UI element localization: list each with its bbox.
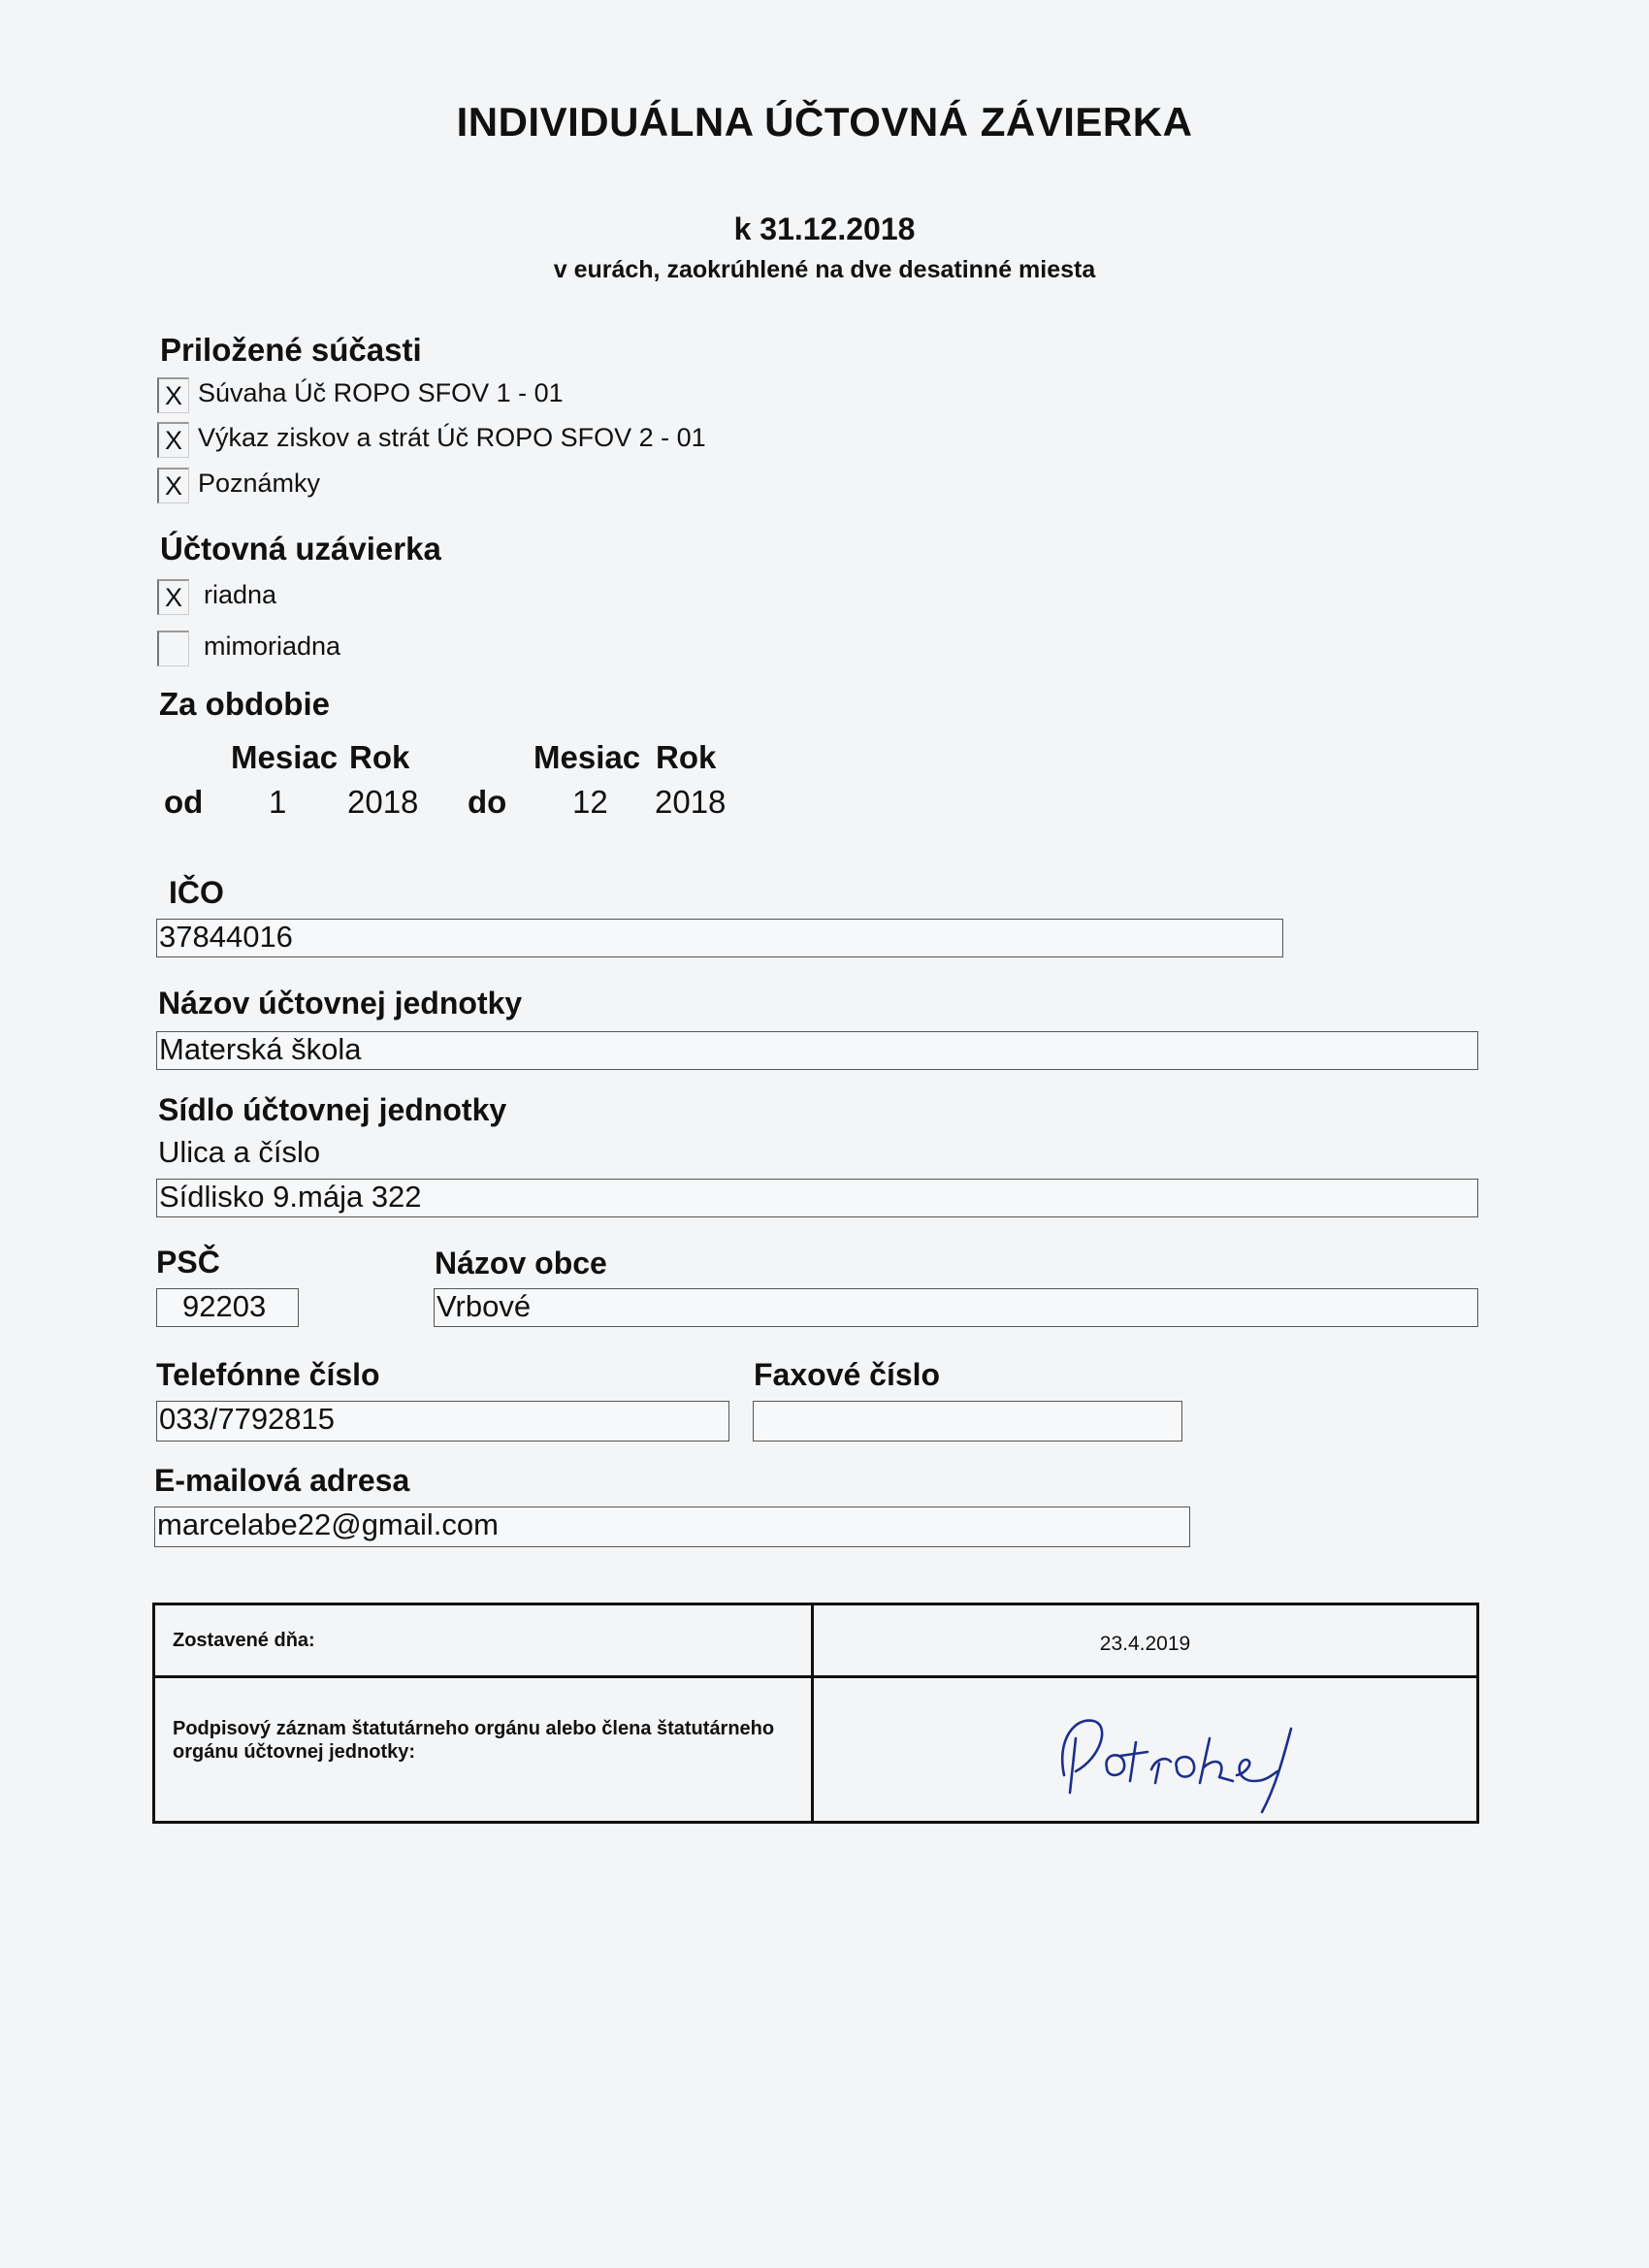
closing-label-regular: riadna <box>204 580 277 609</box>
handwritten-signature <box>1047 1700 1435 1816</box>
period-from-year: 2018 <box>347 784 419 820</box>
email-label: E-mailová adresa <box>154 1463 410 1498</box>
psc-field[interactable]: 92203 <box>156 1288 299 1327</box>
checkbox-balance-sheet[interactable]: X <box>157 377 189 413</box>
attachment-label-profit-loss: Výkaz ziskov a strát Úč ROPO SFOV 2 - 01 <box>198 423 706 452</box>
signature-table <box>152 1603 1479 1824</box>
signature-label: Podpisový záznam štatutárneho orgánu alebo člena štatutárneho orgánu účtovnej jednotky: <box>154 1677 813 1823</box>
address-label: Sídlo účtovnej jednotky <box>158 1092 507 1127</box>
checkbox-notes[interactable]: X <box>157 468 189 503</box>
checkbox-regular[interactable]: X <box>157 579 189 615</box>
phone-label: Telefónne číslo <box>156 1357 380 1392</box>
city-field[interactable]: Vrbové <box>434 1288 1478 1327</box>
fax-field[interactable] <box>753 1401 1182 1442</box>
period-from-year-label: Rok <box>349 739 410 775</box>
psc-label: PSČ <box>156 1245 220 1280</box>
fax-label: Faxové číslo <box>754 1357 941 1392</box>
attachments-heading: Priložené súčasti <box>160 332 422 368</box>
unit-name-field[interactable]: Materská škola <box>156 1031 1478 1070</box>
currency-note: v eurách, zaokrúhlené na dve desatinné miesta <box>553 256 1096 283</box>
closing-label-extraordinary: mimoriadna <box>204 632 341 661</box>
phone-field[interactable]: 033/7792815 <box>156 1401 729 1442</box>
period-to-month-label: Mesiac <box>534 739 641 775</box>
period-from-month-label: Mesiac <box>231 739 339 775</box>
ico-field[interactable]: 37844016 <box>156 919 1283 957</box>
city-label: Názov obce <box>435 1246 607 1280</box>
checkbox-extraordinary[interactable] <box>157 631 189 666</box>
period-to-month: 12 <box>572 784 608 820</box>
checkbox-profit-loss[interactable]: X <box>157 422 189 458</box>
attachment-label-notes: Poznámky <box>198 469 321 498</box>
compiled-date-label: Zostavené dňa: <box>154 1604 813 1677</box>
unit-name-label: Názov účtovnej jednotky <box>158 986 523 1021</box>
period-to-year: 2018 <box>655 784 727 820</box>
period-from-month: 1 <box>269 784 287 820</box>
period-from-label: od <box>164 784 204 820</box>
report-date: k 31.12.2018 <box>733 211 916 246</box>
document-title: INDIVIDUÁLNA ÚČTOVNÁ ZÁVIERKA <box>456 99 1193 145</box>
street-field[interactable]: Sídlisko 9.mája 322 <box>156 1179 1478 1217</box>
attachment-label-balance-sheet: Súvaha Úč ROPO SFOV 1 - 01 <box>198 378 564 407</box>
period-heading: Za obdobie <box>159 686 330 722</box>
signature-cell <box>813 1677 1478 1823</box>
compiled-date-value: 23.4.2019 <box>813 1604 1478 1677</box>
period-to-year-label: Rok <box>656 739 717 775</box>
ico-label: IČO <box>169 875 224 910</box>
street-label: Ulica a číslo <box>158 1135 321 1169</box>
period-to-label: do <box>468 784 507 820</box>
email-field[interactable]: marcelabe22@gmail.com <box>154 1507 1190 1547</box>
closing-heading: Účtovná uzávierka <box>160 531 441 567</box>
